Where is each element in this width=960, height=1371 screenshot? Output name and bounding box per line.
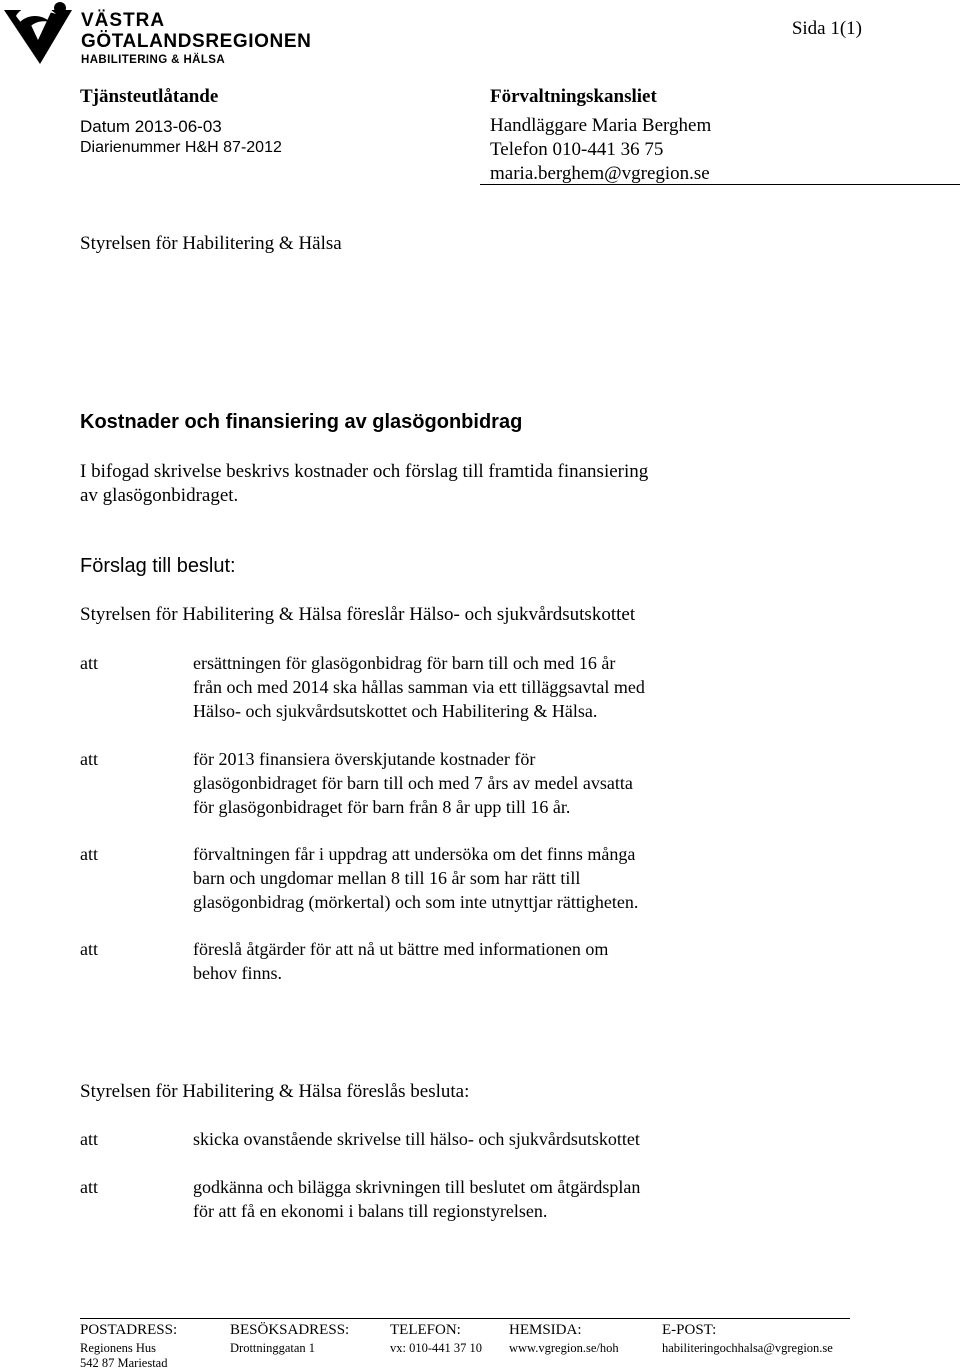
item-line: barn och ungdomar mellan 8 till 16 år som har rätt till bbox=[193, 868, 581, 888]
footer-web-label: HEMSIDA: bbox=[509, 1322, 582, 1338]
organization-logo bbox=[0, 0, 340, 72]
item-line: föreslå åtgärder för att nå ut bättre med informationen om bbox=[193, 939, 609, 959]
handler-phone: Telefon 010-441 36 75 bbox=[490, 139, 664, 160]
page-number: Sida 1(1) bbox=[791, 18, 862, 39]
item-line: ersättningen för glasögonbidrag för barn till och med 16 år bbox=[193, 653, 616, 673]
intro-line-1: I bifogad skrivelse beskrivs kostnader och förslag till framtida finansiering bbox=[80, 461, 649, 482]
item-line: Hälso- och sjukvårdsutskottet och Habilitering & Hälsa. bbox=[193, 701, 598, 721]
item-line: behov finns. bbox=[193, 963, 282, 983]
item-line: glasögonbidrag (mörkertal) och som inte utnyttjar rättigheten. bbox=[193, 892, 639, 912]
logo-text-line2: GÖTALANDSREGIONEN bbox=[81, 31, 312, 52]
header-divider bbox=[480, 184, 960, 185]
footer-email-label: E-POST: bbox=[662, 1322, 717, 1338]
document-type: Tjänsteutlåtande bbox=[80, 86, 219, 107]
decision-lead: Styrelsen för Habilitering & Hälsa föreslås besluta: bbox=[80, 1081, 470, 1102]
item-line: glasögonbidraget för barn till och med 7 års av medel avsatta bbox=[193, 773, 633, 793]
vgr-emblem-icon bbox=[0, 0, 80, 72]
item-marker: att bbox=[80, 1129, 98, 1149]
item-line: godkänna och bilägga skrivningen till beslutet om åtgärdsplan bbox=[193, 1177, 641, 1197]
item-line: för att få en ekonomi i balans till regionstyrelsen. bbox=[193, 1201, 548, 1221]
recipient: Styrelsen för Habilitering & Hälsa bbox=[80, 233, 342, 254]
proposal-heading: Förslag till beslut: bbox=[80, 555, 236, 577]
footer-web-link[interactable]: www.vgregion.se/hoh bbox=[509, 1341, 619, 1355]
footer-visit-line1: Drottninggatan 1 bbox=[230, 1341, 316, 1355]
item-marker: att bbox=[80, 1177, 98, 1197]
footer-postal-line2: 542 87 Mariestad bbox=[80, 1356, 168, 1370]
handler-name: Handläggare Maria Berghem bbox=[490, 115, 712, 136]
item-marker: att bbox=[80, 653, 98, 673]
item-marker: att bbox=[80, 939, 98, 959]
item-line: från och med 2014 ska hållas samman via ett tilläggsavtal med bbox=[193, 677, 645, 697]
item-line: förvaltningen får i uppdrag att undersöka om det finns många bbox=[193, 844, 636, 864]
item-line: för glasögonbidraget för barn från 8 år upp till 16 år. bbox=[193, 797, 571, 817]
footer-divider bbox=[80, 1318, 850, 1319]
footer-postal-label: POSTADRESS: bbox=[80, 1322, 178, 1338]
footer-visit-label: BESÖKSADRESS: bbox=[230, 1322, 350, 1338]
intro-line-2: av glasögonbidraget. bbox=[80, 485, 239, 506]
footer-postal-line1: Regionens Hus bbox=[80, 1341, 157, 1355]
item-marker: att bbox=[80, 749, 98, 769]
footer-phone-label: TELEFON: bbox=[390, 1322, 461, 1338]
diary-number: Diarienummer H&H 87-2012 bbox=[80, 139, 282, 156]
footer-email-link[interactable]: habiliteringochhalsa@vgregion.se bbox=[662, 1341, 833, 1355]
department-name: Förvaltningskansliet bbox=[490, 86, 657, 107]
item-line: för 2013 finansiera överskjutande kostnader för bbox=[193, 749, 536, 769]
item-marker: att bbox=[80, 844, 98, 864]
logo-text-line3: HABILITERING & HÄLSA bbox=[81, 54, 226, 66]
proposal-lead: Styrelsen för Habilitering & Hälsa föreslår Hälso- och sjukvårdsutskottet bbox=[80, 604, 636, 625]
document-title: Kostnader och finansiering av glasögonbidrag bbox=[80, 411, 523, 433]
footer-phone-line1: vx: 010-441 37 10 bbox=[390, 1341, 483, 1355]
document-date: Datum 2013-06-03 bbox=[80, 117, 222, 136]
logo-text-line1: VÄSTRA bbox=[81, 10, 166, 31]
item-line: skicka ovanstående skrivelse till hälso- och sjukvårdsutskottet bbox=[193, 1129, 640, 1149]
handler-email[interactable]: maria.berghem@vgregion.se bbox=[490, 163, 710, 184]
